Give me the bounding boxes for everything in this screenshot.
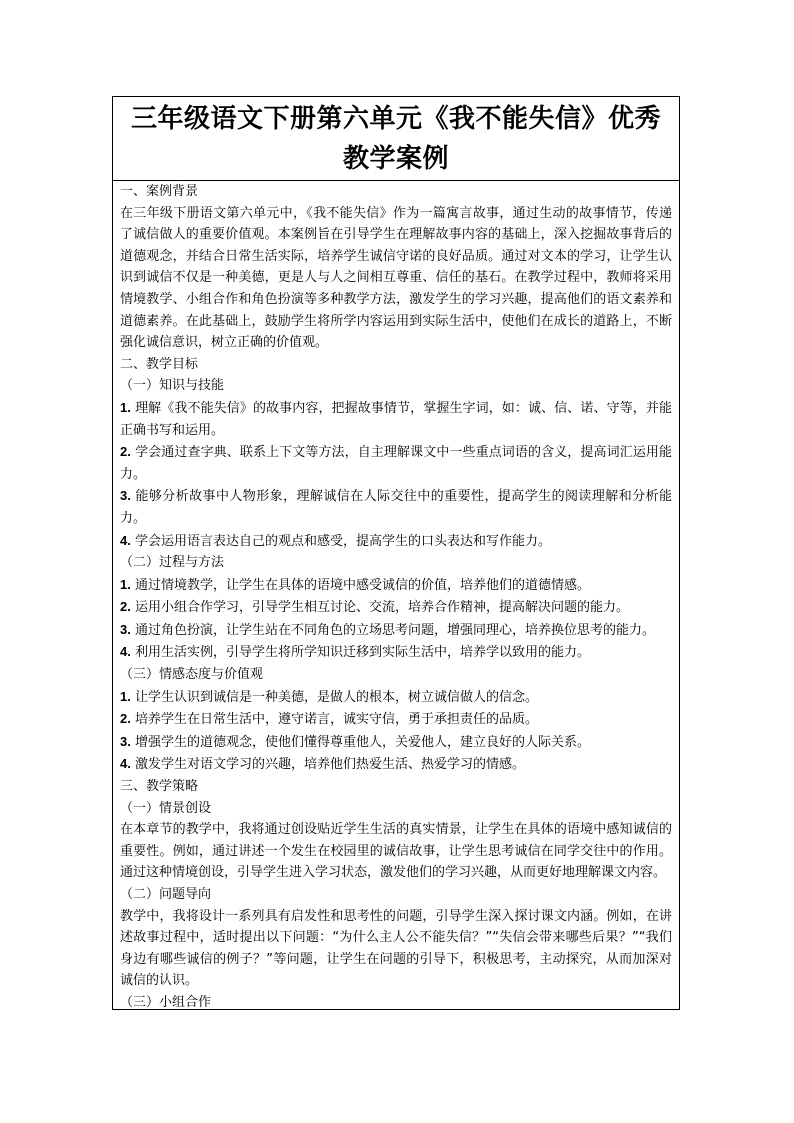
list-item [120,441,672,485]
list-item [120,485,672,529]
item-text: 能够分析故事中人物形象，理解诚信在人际交往中的重要性，提高学生的阅读理解和分析能力。 [120,489,672,526]
item-text: 通过情境教学，让学生在具体的语境中感受诚信的价值，培养他们的道德情感。 [134,577,590,593]
background-paragraph: 在三年级下册语文第六单元中，《我不能失信》作为一篇寓言故事，通过生动的故事情节，传递了诚信做人的重要价值观。本案例旨在引导学生在理解故事内容的基础上，深入挖掘故事背后的道德观念，并结合日常生活实际，培养学生诚信守诺的良好品质。通过对文本的学习，让学生认识到诚信不仅是一种美德，更是人与人之间相互尊重、信任的基石。在教学过程中，教师将采用情境教学、小组合作和角色扮演等多种教学方法，激发学生的学习兴趣，提高他们的语文素养和道德素养。在此基础上，鼓励学生将所学内容运用到实际生活中，使他们在成长的道路上，不断强化诚信意识，树立正确的价值观。 [120,205,672,351]
item-text: 运用小组合作学习，引导学生相互讨论、交流，培养合作精神，提高解决问题的能力。 [134,600,629,616]
item-number: 2. [120,444,131,460]
item-text: 培养学生在日常生活中，遵守诺言，诚实守信，勇于承担责任的品质。 [134,712,538,728]
question-paragraph: 教学中，我将设计一系列具有启发性和思考性的问题，引导学生深入探讨课文内涵。例如，在讲述故事过程中，适时提出以下问题：“为什么主人公不能失信？”“失信会带来哪些后果？”“我们身边有哪些诚信的例子？”等问题，让学生在问题的引导下，积极思考，主动探究，从而加深对诚信的认识。 [120,908,672,989]
section-heading-background: 一、案例背景 [120,184,199,199]
list-item [120,708,672,731]
situation-paragraph: 在本章节的教学中，我将通过创设贴近学生生活的真实情景，让学生在具体的语境中感知诚信的重要性。例如，通过讲述一个发生在校园里的诚信故事，让学生思考诚信在同学交往中的作用。通过这种情境创设，引导学生进入学习状态，激发他们的学习兴趣，从而更好地理解课文内容。 [120,822,672,881]
item-number: 3. [120,733,131,749]
item-text: 让学生认识到诚信是一种美德，是做人的根本，树立诚信做人的信念。 [134,689,538,705]
list-item [120,731,672,754]
item-number: 4. [120,756,131,772]
item-number: 1. [120,688,131,704]
document-title: 三年级语文下册第六单元《我不能失信》优秀教学案例 [113,97,679,181]
subheading-process: （二）过程与方法 [120,555,225,571]
item-text: 利用生活实例，引导学生将所学知识迁移到实际生活中，培养学以致用的能力。 [134,645,590,661]
item-text: 学会通过查字典、联系上下文等方法，自主理解课文中一些重点词语的含义，提高词汇运用能力。 [120,445,672,482]
list-item [120,530,672,553]
item-text: 通过角色扮演，让学生站在不同角色的立场思考问题，增强同理心，培养换位思考的能力。 [134,622,655,638]
item-number: 4. [120,644,131,660]
list-item [120,686,672,709]
section-heading-strategy: 三、教学策略 [120,779,199,795]
item-number: 3. [120,488,131,504]
subheading-group: （三）小组合作 [120,994,212,1010]
list-item [120,596,672,619]
item-number: 1. [120,399,131,415]
item-number: 1. [120,576,131,592]
list-item [120,619,672,642]
document-content [113,181,679,1010]
document-frame [112,96,680,1010]
subheading-knowledge: （一）知识与技能 [120,378,225,394]
list-item [120,753,672,776]
item-number: 2. [120,711,131,727]
subheading-situation: （一）情景创设 [120,800,212,816]
item-text: 学会运用语言表达自己的观点和感受，提高学生的口头表达和写作能力。 [134,533,551,549]
section-heading-goals: 二、教学目标 [120,356,199,372]
item-text: 激发学生对语文学习的兴趣，培养他们热爱生活、热爱学习的情感。 [134,757,525,773]
subheading-question: （二）问题导向 [120,887,212,902]
item-text: 理解《我不能失信》的故事内容，把握故事情节，掌握生字词，如：诚、信、诺、守等，并能正确书写和运用。 [120,400,672,438]
item-number: 4. [120,532,131,548]
list-item [120,574,672,597]
item-number: 2. [120,599,131,615]
subheading-values: （三）情感态度与价值观 [120,667,264,683]
list-item [120,397,672,441]
item-text: 增强学生的道德观念，使他们懂得尊重他人，关爱他人，建立良好的人际关系。 [134,734,590,750]
item-number: 3. [120,621,131,637]
list-item [120,641,672,664]
